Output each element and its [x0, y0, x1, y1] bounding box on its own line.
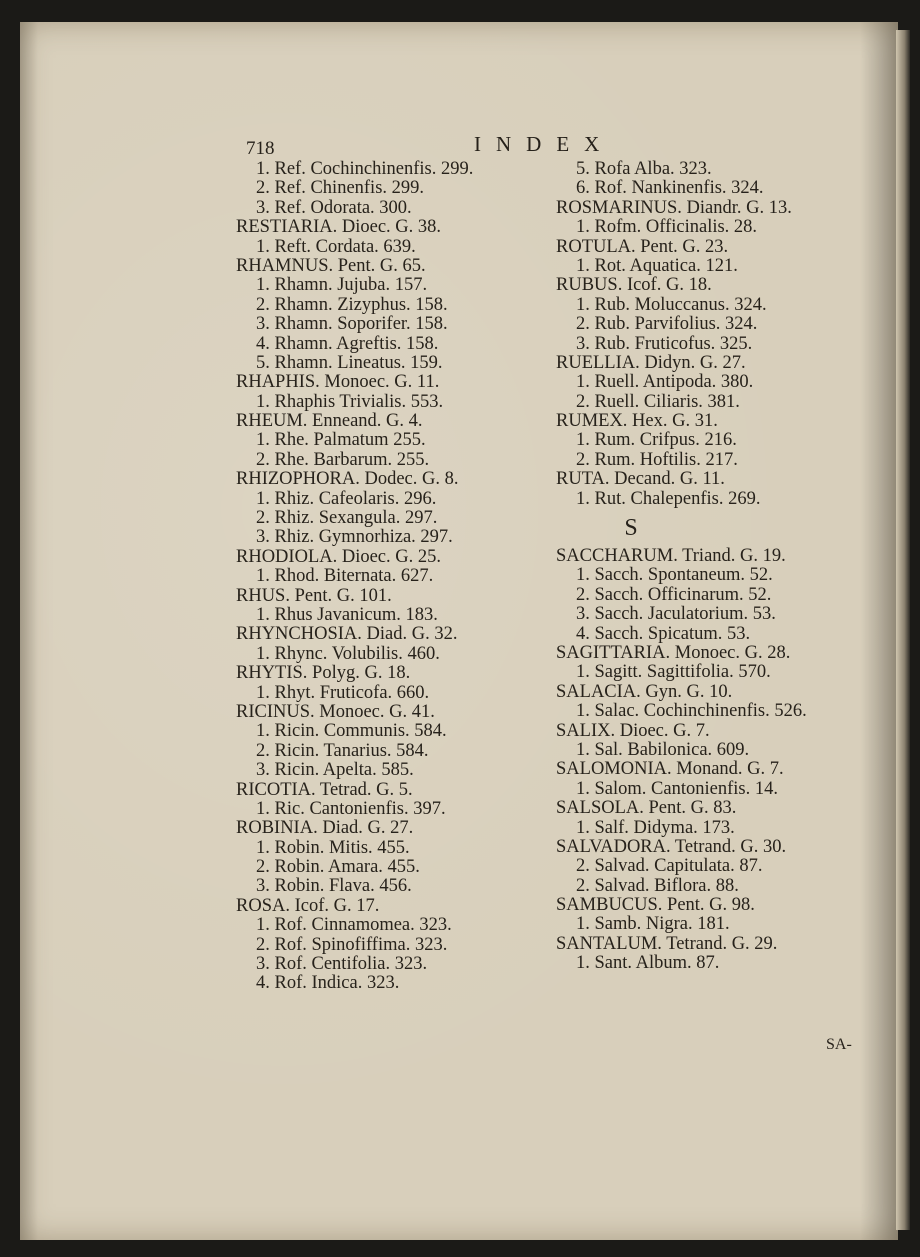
index-species-entry: 1. Rhync. Volubilis. 460. [256, 643, 440, 664]
index-genus-entry: RHAPHIS. Monoec. G. 11. [236, 372, 440, 393]
index-species-entry: 3. Rhiz. Gymnorhiza. 297. [256, 527, 453, 548]
index-genus-entry: ROTULA. Pent. G. 23. [556, 236, 729, 257]
index-genus-entry: RUELLIA. Didyn. G. 27. [556, 352, 746, 373]
index-species-entry: 4. Sacch. Spicatum. 53. [576, 623, 751, 644]
index-species-entry: 5. Rofa Alba. 323. [576, 159, 712, 179]
page-number: 718 [246, 138, 275, 159]
index-column-left [236, 160, 526, 994]
index-genus-entry: RHYNCHOSIA. Diad. G. 32. [236, 624, 458, 645]
index-genus-entry: RUTA. Decand. G. 11. [556, 469, 725, 490]
index-species-entry: 2. Sacch. Officinarum. 52. [576, 584, 772, 605]
index-genus-entry: SALIX. Dioec. G. 7. [556, 720, 710, 741]
index-genus-entry: ROBINIA. Diad. G. 27. [236, 818, 414, 839]
index-genus-entry: RHYTIS. Polyg. G. 18. [236, 663, 411, 684]
index-species-entry: 2. Rub. Parvifolius. 324. [576, 314, 758, 335]
index-genus-entry: RHEUM. Enneand. G. 4. [236, 411, 423, 432]
index-species-entry: 1. Rhus Javanicum. 183. [256, 604, 438, 625]
index-species-entry: 2. Salvad. Capitulata. 87. [576, 856, 763, 877]
index-genus-entry: RHODIOLA. Dioec. G. 25. [236, 546, 442, 567]
index-species-entry: 1. Sal. Babilonica. 609. [576, 739, 750, 760]
index-species-entry: 1. Rofm. Officinalis. 28. [576, 217, 758, 238]
index-species-entry: 1. Salom. Cantonienfis. 14. [576, 778, 778, 799]
index-species-entry: 3. Rhamn. Soporifer. 158. [256, 314, 448, 335]
index-genus-entry: RICOTIA. Tetrad. G. 5. [236, 779, 413, 800]
running-head: INDEX [474, 132, 615, 156]
index-genus-entry: SALACIA. Gyn. G. 10. [556, 681, 733, 702]
index-species-entry: 2. Ricin. Tanarius. 584. [256, 740, 429, 761]
index-species-entry: 2. Rhamn. Zizyphus. 158. [256, 294, 448, 315]
index-species-entry: 1. Rot. Aquatica. 121. [576, 255, 738, 276]
index-species-entry: 1. Sacch. Spontaneum. 52. [576, 565, 773, 586]
index-species-entry: 3. Ref. Odorata. 300. [256, 197, 412, 218]
index-species-entry: 1. Ricin. Communis. 584. [256, 721, 447, 742]
index-species-entry: 5. Rhamn. Lineatus. 159. [256, 352, 443, 373]
index-species-entry: 1. Rub. Moluccanus. 324. [576, 294, 767, 315]
index-genus-entry: RHAMNUS. Pent. G. 65. [236, 255, 426, 276]
index-species-entry: 1. Sagitt. Sagittifolia. 570. [576, 662, 771, 683]
index-species-entry: 1. Rut. Chalepenfis. 269. [576, 488, 761, 509]
index-genus-entry: SALOMONIA. Monand. G. 7. [556, 759, 784, 780]
index-genus-entry: RESTIARIA. Dioec. G. 38. [236, 217, 442, 238]
index-genus-entry: RHUS. Pent. G. 101. [236, 585, 392, 606]
index-genus-entry: ROSMARINUS. Diandr. G. 13. [556, 197, 792, 218]
index-species-entry: 1. Sant. Album. 87. [576, 953, 720, 974]
index-species-entry: 1. Ruell. Antipoda. 380. [576, 372, 754, 393]
index-species-entry: 1. Salac. Cochinchinenfis. 526. [576, 701, 807, 722]
index-species-entry: 1. Rhaphis Trivialis. 553. [256, 391, 444, 412]
index-species-entry: 2. Salvad. Biflora. 88. [576, 875, 739, 896]
index-genus-entry: ROSA. Icof. G. 17. [236, 895, 380, 916]
book-spine-edge [896, 30, 910, 1230]
index-species-entry: 2. Rhiz. Sexangula. 297. [256, 508, 438, 529]
index-column-right [556, 160, 856, 974]
index-species-entry: 3. Ricin. Apelta. 585. [256, 760, 414, 781]
index-species-entry: 2. Robin. Amara. 455. [256, 857, 420, 878]
index-species-entry: 2. Rhe. Barbarum. 255. [256, 449, 430, 470]
index-species-entry: 2. Rum. Hoftilis. 217. [576, 449, 738, 470]
index-species-entry: 4. Rof. Indica. 323. [256, 973, 400, 994]
index-species-entry: 1. Rhyt. Fruticofa. 660. [256, 682, 430, 703]
section-letter: S [624, 515, 638, 542]
index-genus-entry: SAMBUCUS. Pent. G. 98. [556, 895, 755, 916]
index-species-entry: 1. Rhamn. Jujuba. 157. [256, 275, 428, 296]
index-species-entry: 1. Ric. Cantonienfis. 397. [256, 798, 446, 819]
index-species-entry: 1. Reft. Cordata. 639. [256, 236, 416, 257]
index-species-entry: 1. Robin. Mitis. 455. [256, 837, 410, 858]
index-genus-entry: RUBUS. Icof. G. 18. [556, 275, 712, 296]
index-genus-entry: SACCHARUM. Triand. G. 19. [556, 546, 786, 567]
index-genus-entry: RICINUS. Monoec. G. 41. [236, 701, 435, 722]
index-species-entry: 1. Samb. Nigra. 181. [576, 914, 730, 935]
index-species-entry: 3. Rof. Centifolia. 323. [256, 954, 428, 975]
index-species-entry: 1. Rhiz. Cafeolaris. 296. [256, 488, 437, 509]
index-species-entry: 2. Ref. Chinenfis. 299. [256, 178, 425, 199]
index-genus-entry: RUMEX. Hex. G. 31. [556, 411, 718, 432]
index-genus-entry: RHIZOPHORA. Dodec. G. 8. [236, 469, 459, 490]
index-species-entry: 1. Rhod. Biternata. 627. [256, 566, 434, 587]
index-species-entry: 3. Rub. Fruticofus. 325. [576, 333, 753, 354]
index-species-entry: 1. Rof. Cinnamomea. 323. [256, 915, 452, 936]
index-species-entry: 1. Salf. Didyma. 173. [576, 817, 735, 838]
index-species-entry: 1. Rhe. Palmatum 255. [256, 430, 426, 451]
index-species-entry: 6. Rof. Nankinenfis. 324. [576, 178, 764, 199]
index-species-entry: 1. Ref. Cochinchinenfis. 299. [256, 159, 474, 179]
index-genus-entry: SALSOLA. Pent. G. 83. [556, 798, 737, 819]
index-genus-entry: SALVADORA. Tetrand. G. 30. [556, 836, 787, 857]
index-species-entry: 1. Rum. Crifpus. 216. [576, 430, 737, 451]
index-species-entry: 2. Ruell. Ciliaris. 381. [576, 391, 740, 412]
index-genus-entry: SAGITTARIA. Monoec. G. 28. [556, 642, 791, 663]
index-species-entry: 2. Rof. Spinofiffima. 323. [256, 934, 448, 955]
index-species-entry: 4. Rhamn. Agreftis. 158. [256, 333, 439, 354]
index-species-entry: 3. Robin. Flava. 456. [256, 876, 412, 897]
index-species-entry: 3. Sacch. Jaculatorium. 53. [576, 604, 776, 625]
index-genus-entry: SANTALUM. Tetrand. G. 29. [556, 933, 778, 954]
catchword: SA- [826, 1036, 852, 1053]
